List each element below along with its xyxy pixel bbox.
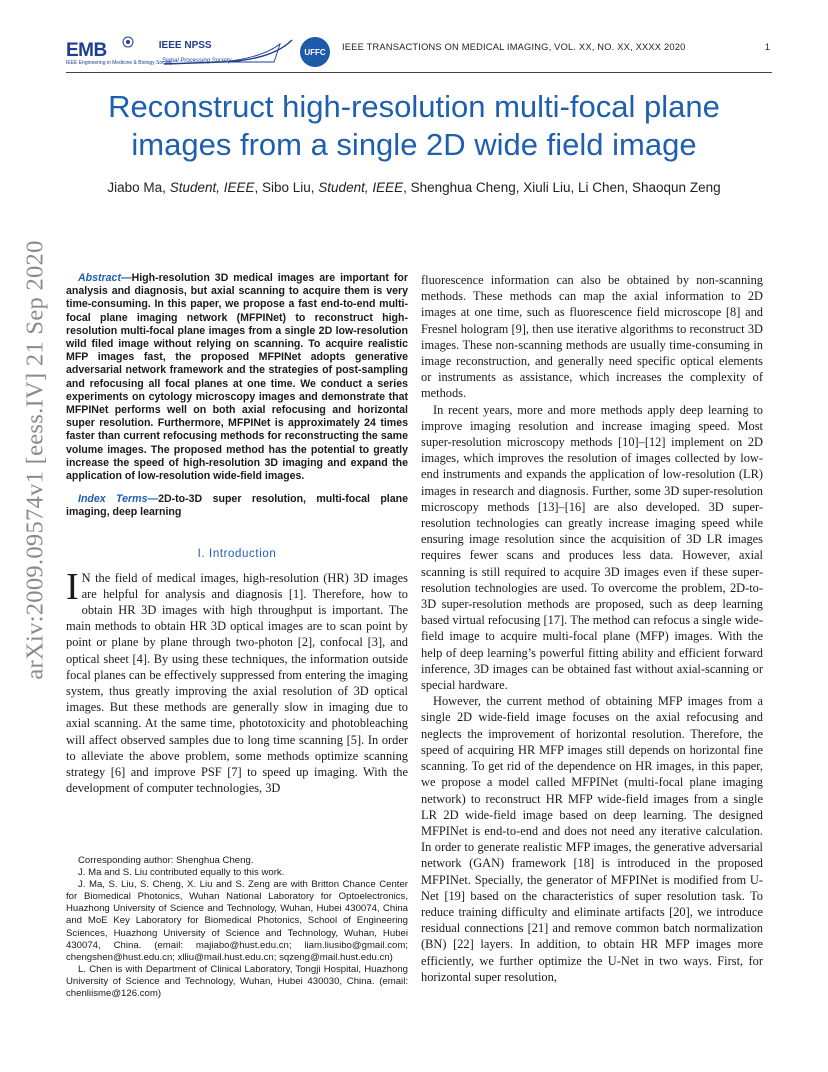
footnote-item: J. Ma, S. Liu, S. Cheng, X. Liu and S. Zeng are with Britton Chance Center for Biomedical Photonics, Wuhan National Laboratory for Optoelectronics, Huazhong University of Science and Technology, Wuhan, Hubei 430074, China and MoE Key Laboratory for Biomedical Photonics, School of Engineering Sciences, Huazhong University of Science and Technology, Wuhan, Hubei 430074, China. (email: majiabo@hust.edu.cn; liam.liusibo@gmail.com; chengshen@hust.edu.cn; xlliu@mail.hust.edu.cn; sqzeng@mail.hust.edu.cn) [66,879,408,963]
npss-logo: IEEE NPSS [122,36,212,51]
index-terms [66,493,408,519]
author-list [60,180,768,195]
footnote-item: J. Ma and S. Liu contributed equally to this work. [78,867,285,879]
journal-header [66,34,772,70]
arxiv-stamp [14,240,58,680]
sps-logo: Signal Processing Society [162,38,302,68]
uffc-logo: UFFC [300,37,330,67]
abstract [66,272,408,483]
title-line: Reconstruct high-resolution multi-focal plane [108,89,720,124]
footnotes [66,855,408,1000]
footnote-item: L. Chen is with Department of Clinical Laboratory, Tongji Hospital, Huazhong University of Science and Technology, Wuhan, Hubei 430030, China. (email: chenliisme@126.com) [66,963,408,1000]
author-name: , Sibo Liu, [254,180,319,195]
drop-cap: I [66,565,79,608]
abstract-text: High-resolution 3D medical images are important for analysis and diagnosis, but axial scanning to acquire them is very time-consuming. In this paper, we propose a fast end-to-end multi-focal plane imaging network (MFPINet) to reconstruct high-resolution multi-focal plane images from a single 2D low-resolution wild filed image without relying on scanning. To acquire realistic MFP images fast, the proposed MFPINet adopts generative adversarial network framework and the strategies of post-sampling and refocusing all focal planes at one time. We conduct a series experiments on cytology microscopy images and demonstrate that MFPINet performs well on both axial refocusing and horizontal super resolution. Furthermore, MFPINet is approximately 24 times faster than current refocusing methods for reconstructing the same volume images. The proposed method has the potential to greatly increase the speed of high-resolution 3D imaging and expand the application of low-resolution wide-field images. [66,272,408,483]
paper-title [60,88,768,164]
body-paragraph: In recent years, more and more methods apply deep learning to improve imaging resolution and increase imaging speed. Most super-resolution microscopy methods [10]–[12] implement on 2D images, which improves the resolution of images collected by low-end instruments and expands the application of low-resolution (LR) images in research and diagnosis. Further, some 3D super-resolution microscopy methods [13]–[16] are also developed. 3D super-resolution technologies can greatly increase imaging speed while ensuring image resolution since the acquisition of 3D LR images requires fewer scans and produces less data. However, axial scanning is still required to acquire 3D images even if these super-resolution technologies are used. To overcome the problem, 2D-to-3D super-resolution methods are proposed, such as deep learning based virtual refocusing [17]. The method can refocus a single wide-field image to acquire multi-focal plane (MFP) images. With the help of deep learning’s powerful fitting ability and efficient forward inference, 3D images can be obtained fast without axial-scanning or special hardware. [421,402,763,693]
body-paragraph: However, the current method of obtaining MFP images from a single 2D wide-field image focuses on the axial refocusing and neglects the improvement of horizontal resolution. Therefore, the speed of acquiring HR MFP images still depends on horizontal fine scanning. To get rid of the dependence on HR images, in this paper, we propose a model called MFPINet (multi-focal plane imaging network) to reconstruct HR MFP wide-field images from a single LR 2D wide-field image based on deep learning. The designed MFPINet is end-to-end and does not need any iterative calculation. In order to generate realistic MFP images, the generative adversarial network (GAN) framework [18] is introduced in the proposed MFPINet. Specially, the generator of MFPINet is modified from U-Net [19] based on the characteristics of super resolution task. To reduce training difficulty and eliminate artifacts [20], we introduce residual connections [21] and remove common batch normalization (BN) [22] layers. In addition, to obtain HR MFP images more efficiently, we further optimize the U-Net in two ways. First, for horizontal super resolution, [421,694,763,984]
arxiv-id: arXiv:2009.09574v1 [eess.IV] 21 Sep 2020 [22,240,50,680]
author-name: , Shenghua Cheng, Xiuli Liu, Li Chen, Shaoqun Zeng [403,180,721,195]
author-role: Student, IEEE [169,180,255,195]
left-column [66,272,408,797]
body-paragraph: fluorescence information can also be obtained by non-scanning methods. These methods can map the axial information to 2D images at one time, such as fluorescence field microscope [8] and Fresnel hologram [9], then use iterative algorithms to reconstruct 3D images. These non-scanning methods are usually time-consuming in image reconstruction, and generally need specific optical elements or instruments as assistance, which increases the complexity of methods. [421,273,763,401]
author-role: Student, IEEE [318,180,404,195]
intro-text: N the field of medical images, high-resolution (HR) 3D images are helpful for analysis and diagnosis [1]. Therefore, how to obtain HR 3D images with high throughput is important. The main methods to obtain HR 3D optical images are to scan point by point or plane by plane through two-photon [2], confocal [3], and optical sheet [4]. By using these techniques, the information outside focal planes can be effectively suppressed from entering the imaging system, thus greatly improving the axial resolution of 3D optical images. But these methods are generally slow in imaging due to axial scanning. At the same time, phototoxicity and photobleaching will affect observed samples due to long time scanning [5]. In order to alleviate the above problem, some methods optimize scanning strategy [6] and improve PSF [7] to speed up imaging. With the development of computer technologies, 3D [66,570,408,796]
index-terms-text: 2D-to-3D super resolution, multi-focal plane imaging, deep learning [66,493,408,519]
journal-name: IEEE TRANSACTIONS ON MEDICAL IMAGING, VOL. XX, NO. XX, XXXX 2020 [342,42,686,52]
page-number: 1 [764,42,770,52]
footnote-item: Corresponding author: Shenghua Cheng. [78,855,254,866]
npss-emblem-icon [122,36,156,48]
intro-paragraph [66,565,408,797]
emb-logo: EMB IEEE Engineering in Medicine & Biology Society [66,40,173,66]
index-terms-label: Index Terms— [78,493,159,506]
section-heading: I. Introduction [197,547,277,560]
title-line: images from a single 2D wide field image [131,127,697,162]
abstract-label: Abstract— [78,272,132,284]
right-column [421,272,763,985]
author-name: Jiabo Ma, [107,180,170,195]
header-divider [66,72,772,73]
